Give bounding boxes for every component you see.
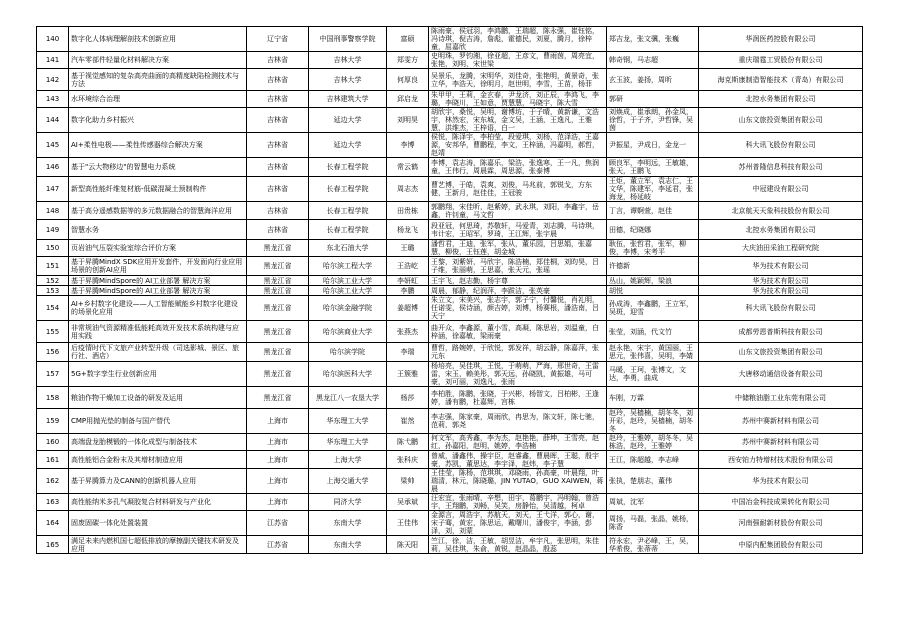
table-row [37,286,863,296]
company: 苏州普隆信息科技有限公司 [699,158,863,177]
advisors: 许德新 [607,257,699,276]
table-row [37,434,863,451]
school: 哈尔滨学院 [309,343,387,362]
province: 辽宁省 [247,27,309,52]
company: 大庆油田采油工程研究院 [699,240,863,257]
province: 黑龙江省 [247,321,309,343]
team-members: 曾威，潘鑫伟，操宇臣，赵睿鑫，曹晨晖，王聪，殷宇豪，苏凯，董思达，李宇泽，赵炜，李子慧 [429,451,607,469]
project-title: 水环境综合治理 [69,91,247,108]
advisors: 田德，纪晓娜 [607,220,699,240]
leader: 王簇雅 [387,362,429,387]
company: 中冠建设有限公司 [699,177,863,202]
row-number: 154 [37,296,69,321]
advisors: 韩奇钢，马志超 [607,52,699,69]
leader: 梁帅 [387,469,429,494]
leader: 陈天阳 [387,536,429,554]
province: 黑龙江省 [247,257,309,276]
team-members: 王黎，刘紫妍，马欣宇，陈浩楠，郑佳桐，刘昀昊，吕子维，张丽萌，王思嘉，张天元，张瑶 [429,257,607,276]
leader: 李瑞 [387,343,429,362]
project-title: 基于昇腾MindSpore的 AI工业部署 解决方案 [69,276,247,286]
team-members: 吴景乐，龙腾，宋明华，刘佳奇，张艳明，黄景奇，张立华，李浩天，徐明月，赵世明，李雪，王苗，杨菲 [429,69,607,91]
award-table [36,26,863,554]
advisors: 赵永艳，宋宇，黄国丽，王思元，张伟喜，吴明，李婧 [607,343,699,362]
advisors: 周斌，沈军 [607,494,699,511]
school: 哈尔滨商业大学 [309,321,387,343]
advisors: 赵玲，吴樯楠，胡冬冬，刘开彩，赵玲，吴樯楠，胡冬冬 [607,409,699,434]
company: 河南强耐新材股份有限公司 [699,511,863,536]
province: 黑龙江省 [247,286,309,296]
advisors: 刘焕成，崔承朗，孙金凤，徐哲，于子齐，尹哲锋，吴茵 [607,108,699,133]
leader: 田贵栋 [387,202,429,220]
row-number: 163 [37,494,69,511]
province: 吉林省 [247,108,309,133]
table-row [37,257,863,276]
leader: 王浩屹 [387,257,429,276]
school: 哈尔滨工业大学 [309,276,387,286]
project-title: CMP用抛光垫的制备与国产替代 [69,409,247,434]
advisors: 张莹，刘涵，代文竹 [607,321,699,343]
school: 吉林大学 [309,52,387,69]
province: 吉林省 [247,133,309,158]
project-title: 基于高分遥感数据等的多元数据融合的智慧海洋应用 [69,202,247,220]
row-number: 162 [37,469,69,494]
team-members: 何文军，高秀鑫，李为杰，赵艳艳，薛坤，王雪亮，赵红，孙嘉阳，赵明，姚婷，李浩楠 [429,434,607,451]
school: 吉林建筑大学 [309,91,387,108]
project-title: 后疫情时代下文旅产业转型升级（司选影城、景区、旅行社、酒店） [69,343,247,362]
leader: 富硕 [387,27,429,52]
table-row [37,69,863,91]
table-row [37,52,863,69]
team-members: 潘哲君，王迪，张军，张从，董乐园，吕思娟，张嘉慧，柳俊，王钰莲，胡金城 [429,240,607,257]
project-title: 页岩油气压裂实验室综合评价方案 [69,240,247,257]
team-members: 杨培亮，吴佳琪，王悦，于萌萌，严海，邢世奇，王雷雷，宋玉，赖美彤，郭天远，孙晓凯，黄振雄，马可豪，刘可丽，刘逸凡，张雨 [429,362,607,387]
leader: 陈弋鹏 [387,434,429,451]
leader: 李妍虹 [387,276,429,286]
table-row [37,343,863,362]
school: 中国刑事警察学院 [309,27,387,52]
row-number: 144 [37,108,69,133]
project-title: 新型高性能纤维复材筋-低碳混凝土预制构件 [69,177,247,202]
school: 哈尔滨医科大学 [309,362,387,387]
project-title: 非常规油气资源精准低能耗高效开发技术系统构建与应用实践 [69,321,247,343]
project-title: 基于"云大物移边"的智慧电力系统 [69,158,247,177]
project-title: AI+柔性电极——柔性传感器综合解决方案 [69,133,247,158]
table-row [37,494,863,511]
school: 长春工程学院 [309,220,387,240]
project-title: 满足未来内燃机国七超低排放的摩擦副关键技术研发及应用 [69,536,247,554]
table-row [37,276,863,286]
advisors: 胡悦 [607,286,699,296]
company: 苏州中赛新材料有限公司 [699,434,863,451]
row-number: 158 [37,387,69,409]
table-body [37,27,863,554]
team-members: 周晨，郁静，纪润萍，李跋洁，张英豪 [429,286,607,296]
school: 长春工程学院 [309,202,387,220]
team-members: 郭鹏翔，宋佳昕，赵紫婷，武永琪，刘阳，李鑫宇，岳鑫，许钊童，马文哲 [429,202,607,220]
leader: 常云鹤 [387,158,429,177]
row-number: 155 [37,321,69,343]
row-number: 147 [37,177,69,202]
table-row [37,27,863,52]
leader: 李鹏 [387,286,429,296]
table-row [37,469,863,494]
project-title: 基于昇腾MindX SDK应用开发套件，开发面向行业应用场景的创新AI应用 [69,257,247,276]
advisors: 王炬，董立军，袁志仁，王文华，陈建军，李延君，张海龙，杨延岐 [607,177,699,202]
province: 吉林省 [247,158,309,177]
project-title: 粮油作物干燥加工设备的研发及运用 [69,387,247,409]
province: 黑龙江省 [247,343,309,362]
team-members: 金源言，周浩宇，苏航天，刘天，王弋洋，郭心，谢，宋子骞，黄宏，陈思运，戴曙川，潘俊宇，李涵，彭泽，刘，刘蒙 [429,511,607,536]
table-row [37,321,863,343]
leader: 崔然 [387,409,429,434]
company: 华为技术有限公司 [699,286,863,296]
project-title: 数字化人体病理解剖技术创新应用 [69,27,247,52]
team-members: 朱立文，宋美兴，张志宇，郭子宁，付馨悦，肖礼明，任诺雯，侯诗涵，颜吉婷，刘博，杨赛根，潘浩南，吕天宁 [429,296,607,321]
school: 上海大学 [309,451,387,469]
row-number: 143 [37,91,69,108]
leader: 王璐 [387,240,429,257]
advisors: 张执，楚朋志，董伟 [607,469,699,494]
table-row [37,133,863,158]
project-title: 基于视觉感知的复杂高亮曲面的高精度缺陷检测技术与方法 [69,69,247,91]
company: 山东文旅投资集团有限公司 [699,343,863,362]
province: 黑龙江省 [247,362,309,387]
province: 江苏省 [247,536,309,554]
row-number: 146 [37,158,69,177]
school: 华东理工大学 [309,434,387,451]
project-title: 汽车零部件轻量化材料解决方案 [69,52,247,69]
row-number: 157 [37,362,69,387]
table-row [37,296,863,321]
advisors: 马暖，王珂，张博文，文达，李勇，曲成 [607,362,699,387]
province: 黑龙江省 [247,240,309,257]
leader: 何厚良 [387,69,429,91]
row-number: 149 [37,220,69,240]
row-number: 156 [37,343,69,362]
province: 江苏省 [247,511,309,536]
company: 北控水务集团有限公司 [699,220,863,240]
company: 科大讯飞股份有限公司 [699,296,863,321]
advisors: 王江，陈超越，李志峰 [607,451,699,469]
company: 中储粮油脂工业东莞有限公司 [699,387,863,409]
table-row [37,409,863,434]
province: 上海市 [247,451,309,469]
team-members: 王宇飞，赵志勤，杨宇尊 [429,276,607,286]
province: 上海市 [247,469,309,494]
advisors: 郭研 [607,91,699,108]
project-title: 高性能纳米多孔气凝胶复合材料研发与产业化 [69,494,247,511]
province: 吉林省 [247,220,309,240]
company: 华为技术有限公司 [699,469,863,494]
company: 重庆瑞霆工贸股份有限公司 [699,52,863,69]
row-number: 148 [37,202,69,220]
leader: 杨莎 [387,387,429,409]
table-row [37,158,863,177]
advisors: 玄玉波，姜扬，周昕 [607,69,699,91]
table-row [37,511,863,536]
team-members: 李柏胜，陈鹏，张晓，于兴彬，杨智文，吕柏彬，王逢婷，潘有鹏，杜嘉辉，宫栋 [429,387,607,409]
school: 延边大学 [309,133,387,158]
leader: 姜超博 [387,296,429,321]
project-title: 智慧水务 [69,220,247,240]
school: 延边大学 [309,108,387,133]
province: 吉林省 [247,177,309,202]
row-number: 164 [37,511,69,536]
province: 上海市 [247,409,309,434]
row-number: 142 [37,69,69,91]
team-members: 李博，袁志涛，陈嘉乐，梁浩，张逸寒，王一凡，焦润童，王伟行，周晨霖，周思源，张泰博 [429,158,607,177]
school: 黑龙江八一农垦大学 [309,387,387,409]
advisors: 车刚，万霖 [607,387,699,409]
advisors: 赵玲，王雅婷，胡冬冬，吴栋浩，赵玲，王雅婷 [607,434,699,451]
row-number: 161 [37,451,69,469]
project-title: 高性能铝合金粉末及其增材制造应用 [69,451,247,469]
advisors: 符永宏，尹必峰，王，吴，华希俊，张蒂蒂 [607,536,699,554]
province: 吉林省 [247,202,309,220]
company: 成都劳恩普斯科技有限公司 [699,321,863,343]
company: 华润医药控股有限公司 [699,27,863,52]
row-number: 151 [37,257,69,276]
leader: 杨龙飞 [387,220,429,240]
project-title: 高端盘龙胎模锻的一体化成型与制备技术 [69,434,247,451]
team-members: 王佳莹，陈杨，范琪琪，邓晓雨，孙高豪，叶晨翔，叶瑞清，林元，陈晓璐，JIN YUTAO，GUO XAIWEN，蒋晨 [429,469,607,494]
team-members: 竺江，徐，洁，王敏，胡昱洁，牟宇凡，张思明，朱佳莉，吴佳琪，朱俞，黄锐，赵晶晶，殷蕊 [429,536,607,554]
team-members: 曹艺博，于皓，袁爽，刘俊，马兆前，郭锐戈，方东健，王新月，赵佳佳，王冠骏 [429,177,607,202]
table-row [37,536,863,554]
team-members: 曲开众，李鑫源，董小雪，高凝，陈思岩，刘温童，白梓涵，徐嘉敏，梁雨豪 [429,321,607,343]
project-title: 5G+数字孪生行业创新应用 [69,362,247,387]
row-number: 152 [37,276,69,286]
school: 长春工程学院 [309,158,387,177]
leader: 吴承斌 [387,494,429,511]
leader: 周志杰 [387,177,429,202]
table-row [37,387,863,409]
company: 华为技术有限公司 [699,257,863,276]
table-row [37,220,863,240]
company: 中国冶金科技成果转化有限公司 [699,494,863,511]
project-title: 固废固碳一体化处置装置 [69,511,247,536]
school: 哈尔滨工程大学 [309,257,387,276]
company: 大唐移动通信设备有限公司 [699,362,863,387]
company: 华为技术有限公司 [699,276,863,286]
team-members: 侯悦，陈泽宇，李柏莹，段爱琪，刘杨，范泽浩，王嘉源，安邦华，曹鹏程，李文，王梓涵，冯嘉明，郝哲，赵靖 [429,133,607,158]
row-number: 159 [37,409,69,434]
company: 山东文旅投资集团有限公司 [699,108,863,133]
row-number: 140 [37,27,69,52]
company: 北京航天天象科技股份有限公司 [699,202,863,220]
team-members: 曹哲，路婉婷，于欣悦，郭发祥，胡云静，陈嘉萍，张元东 [429,343,607,362]
advisors: 丛山，姚颖辉，梁浪 [607,276,699,286]
school: 华东理工大学 [309,409,387,434]
province: 黑龙江省 [247,296,309,321]
leader: 张科庆 [387,451,429,469]
team-members: 陈雨豪，侯冠羽，李鸿鹏，王瑞超，陈永强，崔钰铭，冯诗琪，倪吉涛，詹彪，霍德民，刘夏，腾月，徐梓童，屈嘉欣 [429,27,607,52]
project-title: AI+乡村数字化建设——人工智能赋能乡村数字化建设的场景化应用 [69,296,247,321]
project-title: 基于昇腾MindSpore的 AI工业部署 解决方案 [69,286,247,296]
company: 科大讯飞股份有限公司 [699,133,863,158]
advisors: 孙成涛，李鑫鹏，王立军，吴斑，迎雪 [607,296,699,321]
province: 上海市 [247,494,309,511]
leader: 邱启龙 [387,91,429,108]
row-number: 153 [37,286,69,296]
school: 同济大学 [309,494,387,511]
advisors: 周扬，马磊，张晶，姚杨，陈香 [607,511,699,536]
row-number: 141 [37,52,69,69]
advisors: 顾良军，李明远，王敏雄，张天，王鹏飞 [607,158,699,177]
leader: 李博 [387,133,429,158]
advisors: 郑吉龙，张文骥，张巍 [607,27,699,52]
row-number: 145 [37,133,69,158]
company: 中原内配集团股份有限公司 [699,536,863,554]
school: 哈尔滨工业大学 [309,286,387,296]
project-title: 数字化助力乡村振兴 [69,108,247,133]
province: 上海市 [247,434,309,451]
row-number: 150 [37,240,69,257]
school: 东北石油大学 [309,240,387,257]
leader: 张燕杰 [387,321,429,343]
province: 吉林省 [247,91,309,108]
school: 吉林大学 [309,69,387,91]
company: 西安铂力特增材技术股份有限公司 [699,451,863,469]
school: 哈尔滨金融学院 [309,296,387,321]
leader: 刘明昊 [387,108,429,133]
table-row [37,240,863,257]
team-members: 汪宏宜，张雨晴，辛想，田宇，葛鹏宇，冯明翰，曾浩宇，王翔鹏，刘畅，吴笑，房静怡，吴清越，柯卓 [429,494,607,511]
team-members: 朱甲甲，王莉，金玄春，尹龙济，刘正辰，李鸿飞，李璐，李晓川，王如意，贾慧慧，马晓宇，陈大雪 [429,91,607,108]
leader: 郑雯方 [387,52,429,69]
table-row [37,177,863,202]
leader: 王佳伟 [387,511,429,536]
advisors: 耿伍，张哲君，张军，柳俊，李博，宋考平 [607,240,699,257]
project-title: 基于昇腾算力及CANN的创新机器人应用 [69,469,247,494]
advisors: 丁言，谭婀萱，赵佳 [607,202,699,220]
province: 黑龙江省 [247,387,309,409]
school: 东南大学 [309,511,387,536]
school: 东南大学 [309,536,387,554]
province: 吉林省 [247,52,309,69]
table-row [37,451,863,469]
table-row [37,91,863,108]
school: 上海交通大学 [309,469,387,494]
row-number: 160 [37,434,69,451]
advisors: 尹振星，尹成日，金龙一 [607,133,699,158]
team-members: 胡欣宇，桑悦，吴明，谢博坊，于子晴，黄新谦，文浩宇，林然宏，宋东城，金文吴，王涵，王逸凡，王雅慧，洪维杰，王梓语，白一 [429,108,607,133]
company: 苏州中赛新材料有限公司 [699,409,863,434]
team-members: 段亚冠，何思琦，苏敬轩，马爱青，刘志腾，马诗琪，韦计宏，王昭军，罗琦，王江辉，张宇晨 [429,220,607,240]
table-row [37,202,863,220]
team-members: 史明珠，罗钧湘，徐亚超，王彦文，曹雨茵，周亮宜，张艳，刘明，宋世梁 [429,52,607,69]
school: 长春工程学院 [309,177,387,202]
company: 海克斯康制造智能技术（青岛）有限公司 [699,69,863,91]
province: 吉林省 [247,69,309,91]
table-row [37,108,863,133]
company: 北控水务集团有限公司 [699,91,863,108]
team-members: 李志强，陈家豪，周雨欣，冉思为，陈文轩，陈七驰，范莉，郭尧 [429,409,607,434]
table-row [37,362,863,387]
province: 黑龙江省 [247,276,309,286]
row-number: 165 [37,536,69,554]
